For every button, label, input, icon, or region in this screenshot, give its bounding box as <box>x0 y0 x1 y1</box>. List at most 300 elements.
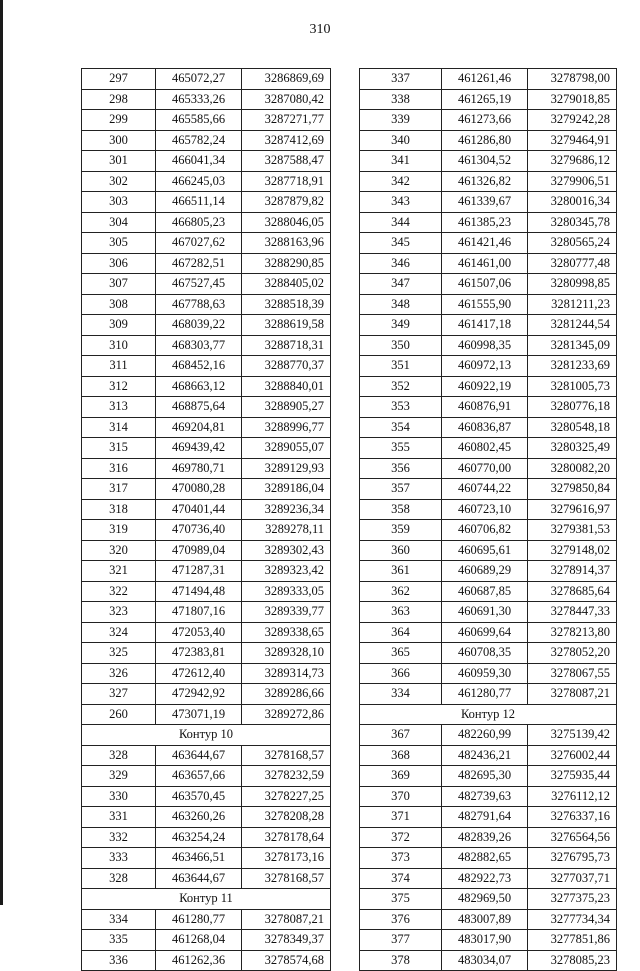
page-number: 310 <box>309 22 331 37</box>
point-number-cell: 371 <box>360 807 442 828</box>
x-coordinate-cell: 461339,67 <box>442 192 528 213</box>
y-coordinate-cell: 3278052,20 <box>528 643 617 664</box>
table-row <box>360 294 617 315</box>
table-row <box>82 950 331 971</box>
x-coordinate-cell: 460876,91 <box>442 397 528 418</box>
point-number-cell: 341 <box>360 151 442 172</box>
table-row <box>360 930 617 951</box>
point-number-cell: 347 <box>360 274 442 295</box>
table-row <box>82 356 331 377</box>
point-number-cell: 360 <box>360 540 442 561</box>
x-coordinate-cell: 467282,51 <box>156 253 242 274</box>
point-number-cell: 311 <box>82 356 156 377</box>
table-row <box>82 827 331 848</box>
x-coordinate-cell: 482839,26 <box>442 827 528 848</box>
x-coordinate-cell: 460687,85 <box>442 581 528 602</box>
table-row <box>360 561 617 582</box>
y-coordinate-cell: 3276112,12 <box>528 786 617 807</box>
table-row <box>82 540 331 561</box>
x-coordinate-cell: 470736,40 <box>156 520 242 541</box>
y-coordinate-cell: 3281345,09 <box>528 335 617 356</box>
x-coordinate-cell: 469439,42 <box>156 438 242 459</box>
y-coordinate-cell: 3289272,86 <box>242 704 331 725</box>
y-coordinate-cell: 3279381,53 <box>528 520 617 541</box>
y-coordinate-cell: 3286869,69 <box>242 69 331 90</box>
point-number-cell: 355 <box>360 438 442 459</box>
x-coordinate-cell: 461461,00 <box>442 253 528 274</box>
table-row <box>360 663 617 684</box>
table-row <box>82 376 331 397</box>
table-row <box>82 397 331 418</box>
point-number-cell: 369 <box>360 766 442 787</box>
x-coordinate-cell: 461385,23 <box>442 212 528 233</box>
y-coordinate-cell: 3287588,47 <box>242 151 331 172</box>
y-coordinate-cell: 3287271,77 <box>242 110 331 131</box>
x-coordinate-cell: 460972,13 <box>442 356 528 377</box>
x-coordinate-cell: 482969,50 <box>442 889 528 910</box>
x-coordinate-cell: 463657,66 <box>156 766 242 787</box>
y-coordinate-cell: 3279148,02 <box>528 540 617 561</box>
x-coordinate-cell: 460695,61 <box>442 540 528 561</box>
table-row <box>82 89 331 110</box>
table-row <box>82 438 331 459</box>
x-coordinate-cell: 463644,67 <box>156 868 242 889</box>
point-number-cell: 337 <box>360 69 442 90</box>
table-row <box>360 171 617 192</box>
y-coordinate-cell: 3277851,86 <box>528 930 617 951</box>
table-row <box>360 684 617 705</box>
y-coordinate-cell: 3289333,05 <box>242 581 331 602</box>
table-row <box>360 417 617 438</box>
x-coordinate-cell: 465782,24 <box>156 130 242 151</box>
x-coordinate-cell: 460689,29 <box>442 561 528 582</box>
table-row <box>360 540 617 561</box>
point-number-cell: 357 <box>360 479 442 500</box>
point-number-cell: 356 <box>360 458 442 479</box>
y-coordinate-cell: 3288718,31 <box>242 335 331 356</box>
y-coordinate-cell: 3288290,85 <box>242 253 331 274</box>
contour-header: Контур 10 <box>82 725 331 746</box>
x-coordinate-cell: 470080,28 <box>156 479 242 500</box>
x-coordinate-cell: 473071,19 <box>156 704 242 725</box>
table-row <box>360 458 617 479</box>
x-coordinate-cell: 460836,87 <box>442 417 528 438</box>
x-coordinate-cell: 461326,82 <box>442 171 528 192</box>
table-row <box>82 643 331 664</box>
table-row <box>360 335 617 356</box>
table-row <box>360 807 617 828</box>
y-coordinate-cell: 3280776,18 <box>528 397 617 418</box>
point-number-cell: 372 <box>360 827 442 848</box>
table-row <box>360 520 617 541</box>
x-coordinate-cell: 470401,44 <box>156 499 242 520</box>
point-number-cell: 351 <box>360 356 442 377</box>
point-number-cell: 307 <box>82 274 156 295</box>
x-coordinate-cell: 466511,14 <box>156 192 242 213</box>
table-row <box>360 745 617 766</box>
point-number-cell: 339 <box>360 110 442 131</box>
x-coordinate-cell: 467788,63 <box>156 294 242 315</box>
point-number-cell: 319 <box>82 520 156 541</box>
x-coordinate-cell: 471807,16 <box>156 602 242 623</box>
x-coordinate-cell: 471287,31 <box>156 561 242 582</box>
point-number-cell: 318 <box>82 499 156 520</box>
point-number-cell: 321 <box>82 561 156 582</box>
y-coordinate-cell: 3278914,37 <box>528 561 617 582</box>
table-row <box>82 212 331 233</box>
point-number-cell: 376 <box>360 909 442 930</box>
table-row <box>360 130 617 151</box>
x-coordinate-cell: 466245,03 <box>156 171 242 192</box>
point-number-cell: 329 <box>82 766 156 787</box>
table-row <box>82 294 331 315</box>
y-coordinate-cell: 3278085,23 <box>528 950 617 971</box>
point-number-cell: 373 <box>360 848 442 869</box>
point-number-cell: 361 <box>360 561 442 582</box>
x-coordinate-cell: 463644,67 <box>156 745 242 766</box>
x-coordinate-cell: 460691,30 <box>442 602 528 623</box>
point-number-cell: 353 <box>360 397 442 418</box>
y-coordinate-cell: 3288770,37 <box>242 356 331 377</box>
y-coordinate-cell: 3275139,42 <box>528 725 617 746</box>
table-row <box>82 602 331 623</box>
point-number-cell: 334 <box>82 909 156 930</box>
point-number-cell: 333 <box>82 848 156 869</box>
x-coordinate-cell: 468303,77 <box>156 335 242 356</box>
point-number-cell: 338 <box>360 89 442 110</box>
x-coordinate-cell: 482739,63 <box>442 786 528 807</box>
point-number-cell: 315 <box>82 438 156 459</box>
x-coordinate-cell: 469204,81 <box>156 417 242 438</box>
table-row <box>82 233 331 254</box>
point-number-cell: 327 <box>82 684 156 705</box>
contour-header: Контур 11 <box>82 889 331 910</box>
point-number-cell: 300 <box>82 130 156 151</box>
point-number-cell: 332 <box>82 827 156 848</box>
x-coordinate-cell: 460770,00 <box>442 458 528 479</box>
x-coordinate-cell: 463466,51 <box>156 848 242 869</box>
point-number-cell: 304 <box>82 212 156 233</box>
point-number-cell: 298 <box>82 89 156 110</box>
x-coordinate-cell: 463254,24 <box>156 827 242 848</box>
y-coordinate-cell: 3281005,73 <box>528 376 617 397</box>
point-number-cell: 377 <box>360 930 442 951</box>
x-coordinate-cell: 461268,04 <box>156 930 242 951</box>
x-coordinate-cell: 461280,77 <box>156 909 242 930</box>
x-coordinate-cell: 460723,10 <box>442 499 528 520</box>
x-coordinate-cell: 471494,48 <box>156 581 242 602</box>
table-row <box>360 766 617 787</box>
table-row <box>360 786 617 807</box>
y-coordinate-cell: 3280016,34 <box>528 192 617 213</box>
x-coordinate-cell: 472612,40 <box>156 663 242 684</box>
point-number-cell: 365 <box>360 643 442 664</box>
y-coordinate-cell: 3278447,33 <box>528 602 617 623</box>
point-number-cell: 328 <box>82 745 156 766</box>
point-number-cell: 312 <box>82 376 156 397</box>
table-row <box>360 151 617 172</box>
y-coordinate-cell: 3278798,00 <box>528 69 617 90</box>
table-row <box>82 458 331 479</box>
point-number-cell: 378 <box>360 950 442 971</box>
point-number-cell: 320 <box>82 540 156 561</box>
point-number-cell: 348 <box>360 294 442 315</box>
y-coordinate-cell: 3289338,65 <box>242 622 331 643</box>
y-coordinate-cell: 3278349,37 <box>242 930 331 951</box>
y-coordinate-cell: 3289302,43 <box>242 540 331 561</box>
table-row <box>82 766 331 787</box>
y-coordinate-cell: 3287080,42 <box>242 89 331 110</box>
y-coordinate-cell: 3289278,11 <box>242 520 331 541</box>
y-coordinate-cell: 3288840,01 <box>242 376 331 397</box>
y-coordinate-cell: 3278227,25 <box>242 786 331 807</box>
table-row <box>360 69 617 90</box>
table-row <box>82 561 331 582</box>
x-coordinate-cell: 468663,12 <box>156 376 242 397</box>
point-number-cell: 342 <box>360 171 442 192</box>
y-coordinate-cell: 3279242,28 <box>528 110 617 131</box>
x-coordinate-cell: 482695,30 <box>442 766 528 787</box>
table-row <box>360 950 617 971</box>
x-coordinate-cell: 460706,82 <box>442 520 528 541</box>
table-row <box>82 581 331 602</box>
x-coordinate-cell: 472053,40 <box>156 622 242 643</box>
point-number-cell: 344 <box>360 212 442 233</box>
point-number-cell: 334 <box>360 684 442 705</box>
x-coordinate-cell: 461265,19 <box>442 89 528 110</box>
x-coordinate-cell: 460699,64 <box>442 622 528 643</box>
point-number-cell: 301 <box>82 151 156 172</box>
y-coordinate-cell: 3288163,96 <box>242 233 331 254</box>
table-row <box>360 212 617 233</box>
y-coordinate-cell: 3287718,91 <box>242 171 331 192</box>
table-row <box>360 274 617 295</box>
y-coordinate-cell: 3289323,42 <box>242 561 331 582</box>
table-row <box>82 110 331 131</box>
y-coordinate-cell: 3288996,77 <box>242 417 331 438</box>
point-number-cell: 313 <box>82 397 156 418</box>
y-coordinate-cell: 3278213,80 <box>528 622 617 643</box>
x-coordinate-cell: 461280,77 <box>442 684 528 705</box>
y-coordinate-cell: 3278685,64 <box>528 581 617 602</box>
x-coordinate-cell: 469780,71 <box>156 458 242 479</box>
table-row <box>360 438 617 459</box>
table-row <box>360 315 617 336</box>
coordinates-table-left <box>81 68 331 971</box>
x-coordinate-cell: 463570,45 <box>156 786 242 807</box>
y-coordinate-cell: 3288046,05 <box>242 212 331 233</box>
table-row <box>360 868 617 889</box>
point-number-cell: 316 <box>82 458 156 479</box>
point-number-cell: 350 <box>360 335 442 356</box>
point-number-cell: 358 <box>360 499 442 520</box>
y-coordinate-cell: 3289236,34 <box>242 499 331 520</box>
table-row <box>82 130 331 151</box>
y-coordinate-cell: 3278087,21 <box>528 684 617 705</box>
point-number-cell: 305 <box>82 233 156 254</box>
point-number-cell: 331 <box>82 807 156 828</box>
y-coordinate-cell: 3289314,73 <box>242 663 331 684</box>
table-row <box>82 684 331 705</box>
x-coordinate-cell: 482436,21 <box>442 745 528 766</box>
y-coordinate-cell: 3280082,20 <box>528 458 617 479</box>
y-coordinate-cell: 3281233,69 <box>528 356 617 377</box>
y-coordinate-cell: 3278087,21 <box>242 909 331 930</box>
table-row <box>82 520 331 541</box>
table-row <box>360 643 617 664</box>
scan-edge <box>0 0 3 905</box>
point-number-cell: 260 <box>82 704 156 725</box>
point-number-cell: 322 <box>82 581 156 602</box>
x-coordinate-cell: 465333,26 <box>156 89 242 110</box>
x-coordinate-cell: 467027,62 <box>156 233 242 254</box>
table-row <box>360 110 617 131</box>
contour-header-row <box>360 704 617 725</box>
y-coordinate-cell: 3280777,48 <box>528 253 617 274</box>
table-row <box>360 581 617 602</box>
y-coordinate-cell: 3280345,78 <box>528 212 617 233</box>
table-row <box>82 274 331 295</box>
table-row <box>82 930 331 951</box>
table-row <box>360 622 617 643</box>
x-coordinate-cell: 461417,18 <box>442 315 528 336</box>
table-row <box>82 499 331 520</box>
y-coordinate-cell: 3276337,16 <box>528 807 617 828</box>
y-coordinate-cell: 3288405,02 <box>242 274 331 295</box>
table-row <box>360 602 617 623</box>
y-coordinate-cell: 3289186,04 <box>242 479 331 500</box>
y-coordinate-cell: 3289339,77 <box>242 602 331 623</box>
y-coordinate-cell: 3281211,23 <box>528 294 617 315</box>
point-number-cell: 346 <box>360 253 442 274</box>
point-number-cell: 345 <box>360 233 442 254</box>
point-number-cell: 352 <box>360 376 442 397</box>
x-coordinate-cell: 472942,92 <box>156 684 242 705</box>
y-coordinate-cell: 3289328,10 <box>242 643 331 664</box>
x-coordinate-cell: 465072,27 <box>156 69 242 90</box>
point-number-cell: 336 <box>82 950 156 971</box>
x-coordinate-cell: 468452,16 <box>156 356 242 377</box>
table-row <box>360 89 617 110</box>
x-coordinate-cell: 460708,35 <box>442 643 528 664</box>
table-row <box>82 479 331 500</box>
point-number-cell: 326 <box>82 663 156 684</box>
point-number-cell: 370 <box>360 786 442 807</box>
x-coordinate-cell: 467527,45 <box>156 274 242 295</box>
y-coordinate-cell: 3281244,54 <box>528 315 617 336</box>
y-coordinate-cell: 3288518,39 <box>242 294 331 315</box>
y-coordinate-cell: 3278067,55 <box>528 663 617 684</box>
x-coordinate-cell: 461273,66 <box>442 110 528 131</box>
y-coordinate-cell: 3277037,71 <box>528 868 617 889</box>
table-row <box>82 69 331 90</box>
x-coordinate-cell: 461421,46 <box>442 233 528 254</box>
x-coordinate-cell: 468039,22 <box>156 315 242 336</box>
point-number-cell: 325 <box>82 643 156 664</box>
x-coordinate-cell: 460744,22 <box>442 479 528 500</box>
y-coordinate-cell: 3280565,24 <box>528 233 617 254</box>
y-coordinate-cell: 3275935,44 <box>528 766 617 787</box>
contour-header-row <box>82 725 331 746</box>
x-coordinate-cell: 483007,89 <box>442 909 528 930</box>
point-number-cell: 364 <box>360 622 442 643</box>
y-coordinate-cell: 3276795,73 <box>528 848 617 869</box>
point-number-cell: 308 <box>82 294 156 315</box>
x-coordinate-cell: 461286,80 <box>442 130 528 151</box>
table-row <box>360 479 617 500</box>
x-coordinate-cell: 483034,07 <box>442 950 528 971</box>
x-coordinate-cell: 460998,35 <box>442 335 528 356</box>
table-row <box>82 253 331 274</box>
y-coordinate-cell: 3279686,12 <box>528 151 617 172</box>
table-row <box>360 848 617 869</box>
y-coordinate-cell: 3280548,18 <box>528 417 617 438</box>
y-coordinate-cell: 3278168,57 <box>242 745 331 766</box>
x-coordinate-cell: 483017,90 <box>442 930 528 951</box>
x-coordinate-cell: 461304,52 <box>442 151 528 172</box>
x-coordinate-cell: 470989,04 <box>156 540 242 561</box>
table-row <box>82 622 331 643</box>
y-coordinate-cell: 3280998,85 <box>528 274 617 295</box>
contour-header-row <box>82 889 331 910</box>
point-number-cell: 375 <box>360 889 442 910</box>
y-coordinate-cell: 3277734,34 <box>528 909 617 930</box>
point-number-cell: 297 <box>82 69 156 90</box>
point-number-cell: 323 <box>82 602 156 623</box>
y-coordinate-cell: 3279906,51 <box>528 171 617 192</box>
table-row <box>360 253 617 274</box>
table-row <box>82 171 331 192</box>
table-row <box>82 786 331 807</box>
point-number-cell: 343 <box>360 192 442 213</box>
y-coordinate-cell: 3289055,07 <box>242 438 331 459</box>
point-number-cell: 335 <box>82 930 156 951</box>
table-row <box>360 192 617 213</box>
table-row <box>82 745 331 766</box>
y-coordinate-cell: 3276002,44 <box>528 745 617 766</box>
table-row <box>360 725 617 746</box>
point-number-cell: 306 <box>82 253 156 274</box>
point-number-cell: 340 <box>360 130 442 151</box>
x-coordinate-cell: 466805,23 <box>156 212 242 233</box>
y-coordinate-cell: 3277375,23 <box>528 889 617 910</box>
x-coordinate-cell: 461507,06 <box>442 274 528 295</box>
table-row <box>360 499 617 520</box>
point-number-cell: 374 <box>360 868 442 889</box>
x-coordinate-cell: 482791,64 <box>442 807 528 828</box>
x-coordinate-cell: 482922,73 <box>442 868 528 889</box>
x-coordinate-cell: 482260,99 <box>442 725 528 746</box>
y-coordinate-cell: 3276564,56 <box>528 827 617 848</box>
point-number-cell: 366 <box>360 663 442 684</box>
point-number-cell: 303 <box>82 192 156 213</box>
point-number-cell: 309 <box>82 315 156 336</box>
point-number-cell: 368 <box>360 745 442 766</box>
y-coordinate-cell: 3279018,85 <box>528 89 617 110</box>
point-number-cell: 359 <box>360 520 442 541</box>
x-coordinate-cell: 463260,26 <box>156 807 242 828</box>
table-row <box>82 663 331 684</box>
table-row <box>82 704 331 725</box>
y-coordinate-cell: 3278173,16 <box>242 848 331 869</box>
table-row <box>360 397 617 418</box>
table-row <box>360 909 617 930</box>
x-coordinate-cell: 461555,90 <box>442 294 528 315</box>
table-row <box>82 417 331 438</box>
table-row <box>360 376 617 397</box>
x-coordinate-cell: 460959,30 <box>442 663 528 684</box>
coordinates-table-right <box>359 68 617 971</box>
